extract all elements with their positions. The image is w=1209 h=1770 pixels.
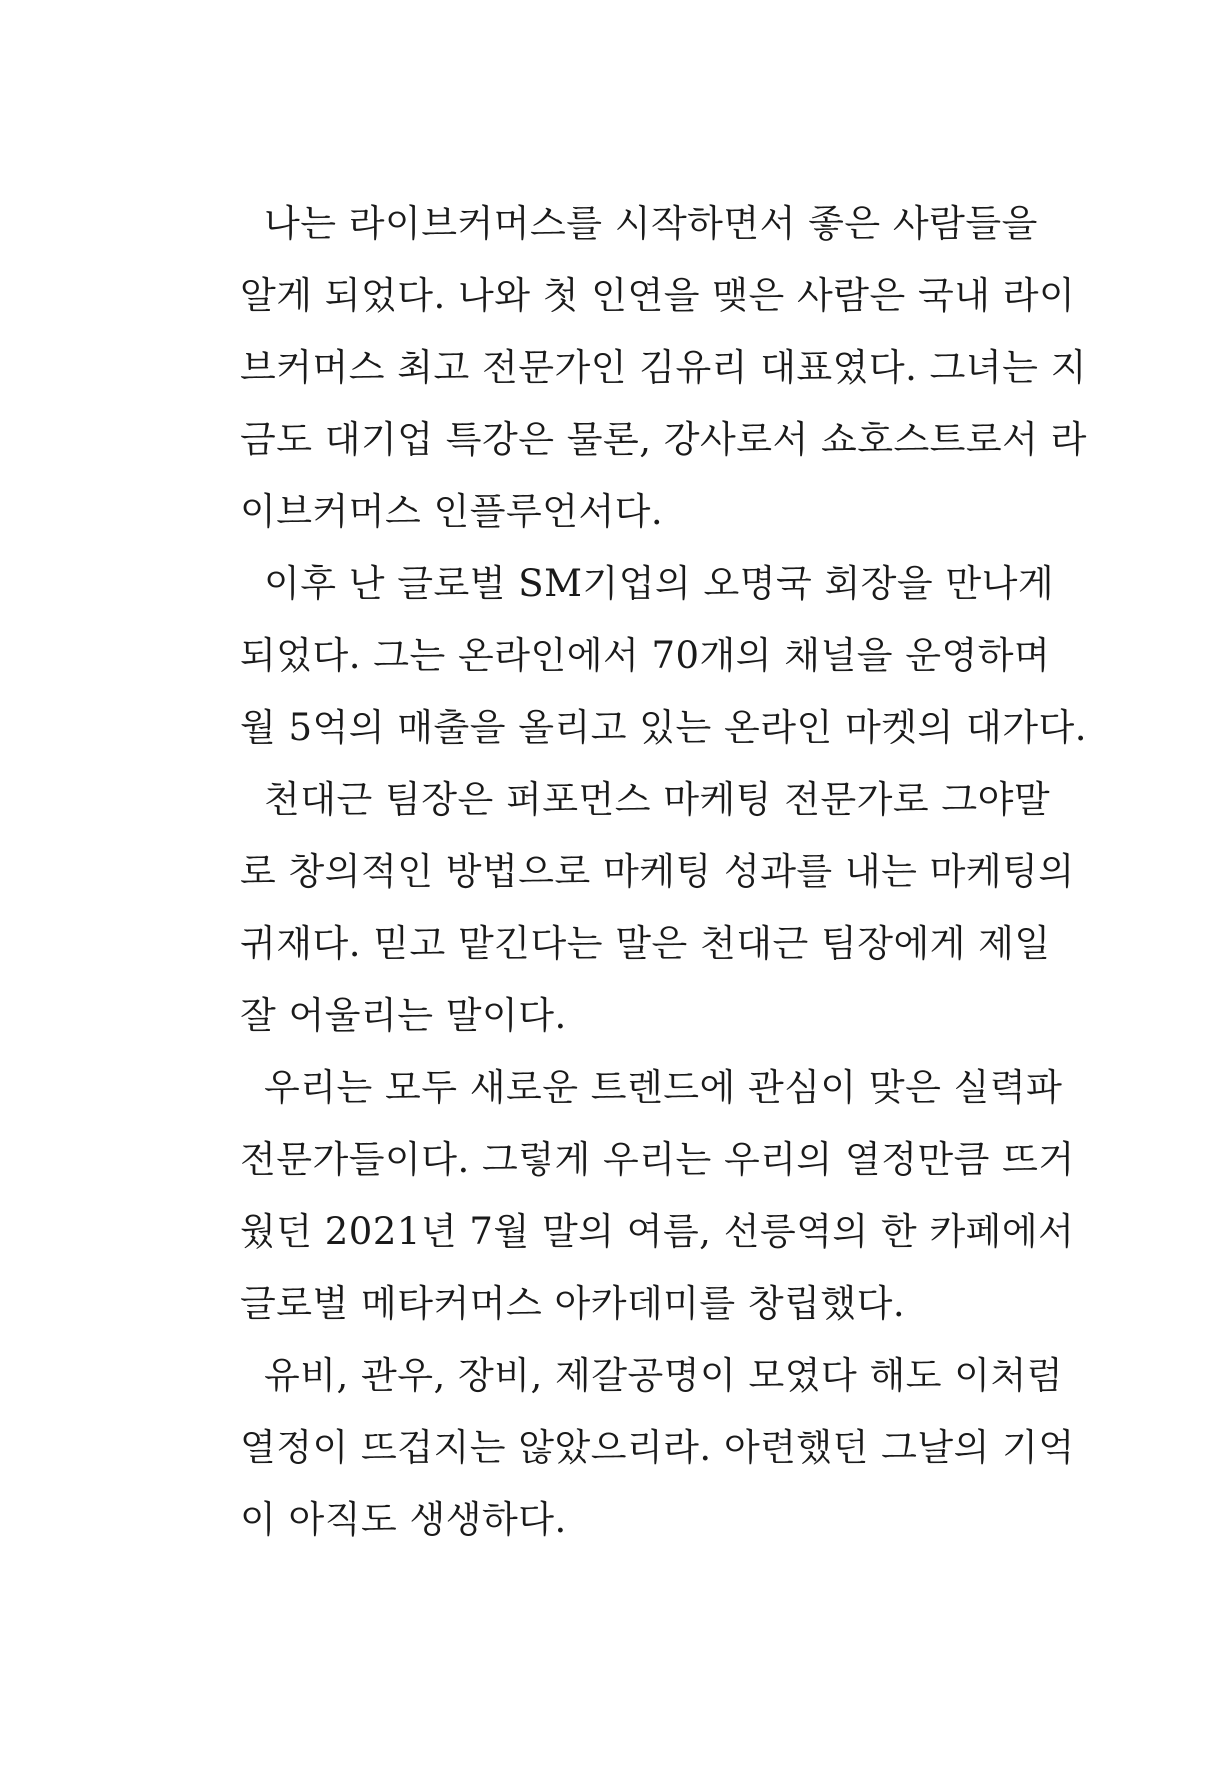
body-text: [240, 188, 1087, 1556]
paragraph-2: [240, 548, 1087, 764]
paragraph-1: [240, 188, 1087, 548]
text-line: 유비, 관우, 장비, 제갈공명이 모였다 해도 이처럼: [264, 1354, 1063, 1397]
text-line: 글로벌 메타커머스 아카데미를 창립했다.: [240, 1282, 906, 1325]
text-line: 이 아직도 생생하다.: [240, 1498, 567, 1541]
paragraph-3: [240, 764, 1075, 1052]
text-line: 되었다. 그는 온라인에서 70개의 채널을 운영하며: [240, 634, 1051, 677]
text-line: 나는 라이브커머스를 시작하면서 좋은 사람들을: [264, 202, 1038, 245]
text-line: 알게 되었다. 나와 첫 인연을 맺은 사람은 국내 라이: [240, 274, 1076, 317]
paragraph-5: [240, 1340, 1075, 1556]
text-line: 월 5억의 매출을 올리고 있는 온라인 마켓의 대가다.: [240, 706, 1087, 749]
text-line: 이후 난 글로벌 SM기업의 오명국 회장을 만나게: [264, 562, 1055, 605]
text-line: 열정이 뜨겁지는 않았으리라. 아련했던 그날의 기억: [240, 1426, 1075, 1469]
text-line: 브커머스 최고 전문가인 김유리 대표였다. 그녀는 지: [240, 346, 1087, 389]
text-line: 우리는 모두 새로운 트렌드에 관심이 맞은 실력파: [264, 1066, 1063, 1109]
text-line: 이브커머스 인플루언서다.: [240, 490, 664, 533]
text-line: 웠던 2021년 7월 말의 여름, 선릉역의 한 카페에서: [240, 1210, 1075, 1253]
text-line: 전문가들이다. 그렇게 우리는 우리의 열정만큼 뜨거: [240, 1138, 1075, 1181]
text-line: 잘 어울리는 말이다.: [240, 994, 567, 1037]
text-line: 로 창의적인 방법으로 마케팅 성과를 내는 마케팅의: [240, 850, 1075, 893]
paragraph-4: [240, 1052, 1075, 1340]
text-line: 귀재다. 믿고 맡긴다는 말은 천대근 팀장에게 제일: [240, 922, 1051, 965]
text-line: 천대근 팀장은 퍼포먼스 마케팅 전문가로 그야말: [264, 778, 1051, 821]
text-line: 금도 대기업 특강은 물론, 강사로서 쇼호스트로서 라: [240, 418, 1087, 461]
